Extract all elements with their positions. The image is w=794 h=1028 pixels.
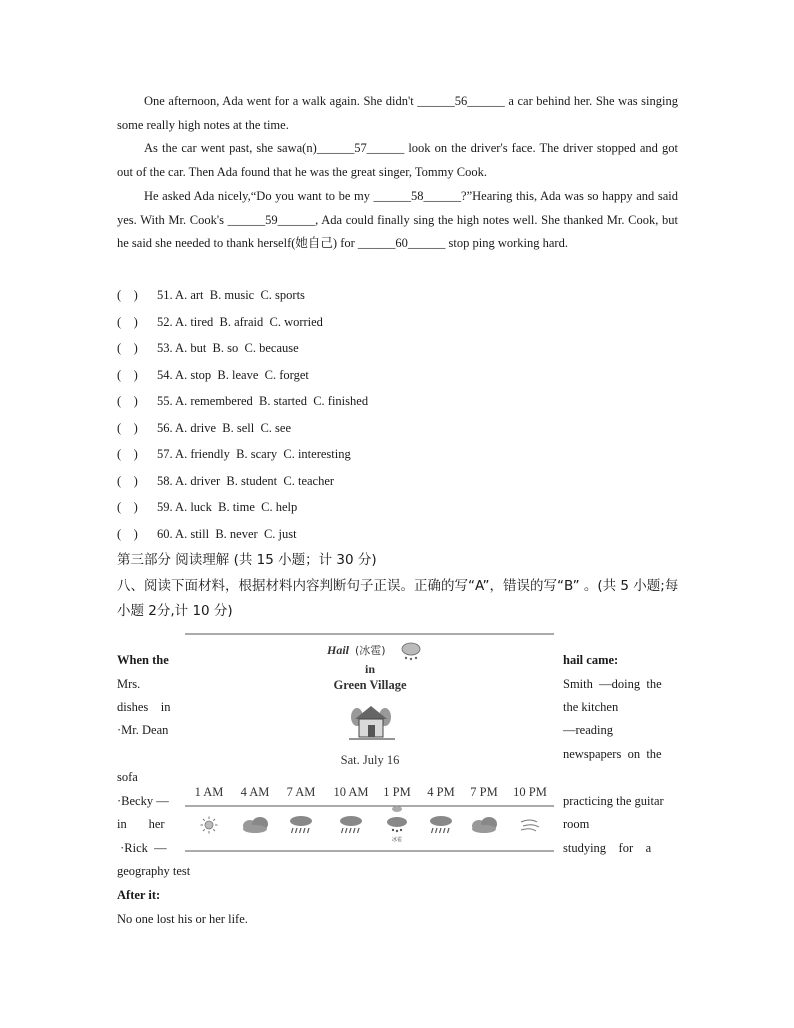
option-59: ( ) 59. A. luck B. time C. help <box>117 494 678 521</box>
wrap-right-line-6: practicing the guitar <box>563 794 664 808</box>
rain-cloud-icon <box>430 816 452 833</box>
answer-blank[interactable]: ( ) <box>117 394 138 408</box>
wrap-right-line-8: studying for a <box>563 841 652 855</box>
hail-weather-figure <box>185 633 555 853</box>
time-label: 4 AM <box>240 785 270 799</box>
wrap-right-line-5: newspapers on the <box>563 747 662 761</box>
wrap-left-line-6: ·Becky — <box>117 794 169 808</box>
answer-blank[interactable]: ( ) <box>117 341 138 355</box>
hail-icon-label: 冰雹 <box>391 837 403 843</box>
option-60: ( ) 60. A. still B. never C. just <box>117 521 678 548</box>
time-label: 7 AM <box>286 785 316 799</box>
after-heading: After it: <box>117 888 161 902</box>
option-57: ( ) 57. A. friendly B. scary C. interesting <box>117 441 678 468</box>
part-three-heading: 第三部分 阅读理解 (共 15 小题；计 30 分) <box>117 552 377 568</box>
wrap-left-line-7: in her <box>117 817 165 831</box>
hail-cloud-icon <box>402 643 420 660</box>
figure-village: Green Village <box>333 678 407 692</box>
time-label: 10 PM <box>513 785 547 799</box>
after-section <box>117 883 248 931</box>
option-55: ( ) 55. A. remembered B. started C. finished <box>117 388 678 415</box>
passage-paragraph-2: As the car went past, she sawa(n)______57______ look on the driver's face. The driver stopped and got out of the car. Then Ada found that he was the great singer, Tommy Cook. <box>117 141 678 180</box>
cloud-icon <box>472 817 497 833</box>
hail-top-marker-icon <box>392 806 402 812</box>
wrap-right-line-2: Smith —doing the <box>563 677 662 691</box>
cloze-passage <box>117 90 678 256</box>
wrap-right-line-1: hail came: <box>563 653 619 667</box>
wrap-right-line-4: —reading <box>563 723 613 737</box>
rain-cloud-icon <box>340 816 362 833</box>
answer-options-list <box>117 282 678 547</box>
part-eight-instructions: 八、阅读下面材料，根据材料内容判断句子正误。正确的写“A”，错误的写“B” 。(共 5 小题;每小题 2分,计 10 分) <box>117 578 679 619</box>
figure-title-cn: (冰雹) <box>355 644 386 657</box>
sun-icon <box>201 817 218 834</box>
figure-date: Sat. July 16 <box>340 753 400 767</box>
answer-blank[interactable]: ( ) <box>117 473 138 488</box>
wrap-left-line-3: dishes in <box>117 700 171 714</box>
time-label: 1 PM <box>383 785 411 799</box>
answer-blank[interactable]: ( ) <box>117 288 138 302</box>
wrap-left-line-8: ·Rick — <box>117 841 167 855</box>
wrap-left-line-2: Mrs. <box>117 677 141 691</box>
wrap-right-line-3: the kitchen <box>563 700 619 714</box>
wrap-right-line-7: room <box>563 817 590 831</box>
wrap-left-line-5: sofa <box>117 770 138 784</box>
time-label: 10 AM <box>333 785 369 799</box>
answer-blank[interactable]: ( ) <box>117 500 138 514</box>
option-52: ( ) 52. A. tired B. afraid C. worried <box>117 309 678 336</box>
wrap-left-line-9: geography test <box>117 864 191 878</box>
option-53: ( ) 53. A. but B. so C. because <box>117 335 678 362</box>
answer-blank[interactable]: ( ) <box>117 447 138 461</box>
after-line-1: No one lost his or her life. <box>117 912 248 926</box>
hail-cloud-icon <box>387 806 407 843</box>
time-label: 1 AM <box>194 785 224 799</box>
time-label: 4 PM <box>427 785 455 799</box>
wind-icon <box>521 820 539 831</box>
option-58: ( ) 58. A. driver B. student C. teacher <box>117 468 678 495</box>
figure-line-in: in <box>364 662 376 676</box>
answer-blank[interactable]: ( ) <box>117 314 138 329</box>
passage-paragraph-3: He asked Ada nicely,“Do you want to be my ______58______?”Hearing this, Ada was so happy and said yes. With Mr. Cook's ______59______, Ada could finally sing the high notes well. She thanked Mr. Cook, but he said she needed to thank herself(她自己) for ______60______ stop ping working hard. <box>117 188 678 251</box>
option-54: ( ) 54. A. stop B. leave C. forget <box>117 362 678 389</box>
wrap-left-line-1: When the <box>117 653 169 667</box>
option-56: ( ) 56. A. drive B. sell C. see <box>117 415 678 442</box>
option-51: ( ) 51. A. art B. music C. sports <box>117 282 678 309</box>
time-label: 7 PM <box>470 785 498 799</box>
answer-blank[interactable]: ( ) <box>117 420 138 435</box>
rain-cloud-icon <box>290 816 312 833</box>
answer-blank[interactable]: ( ) <box>117 526 138 541</box>
figure-title-en: Hail <box>327 643 350 657</box>
passage-paragraph-1: One afternoon, Ada went for a walk again. She didn't ______56______ a car behind her. She was singing some really high notes at the time. <box>117 94 678 132</box>
wrap-left-line-4: ·Mr. Dean <box>117 723 169 737</box>
answer-blank[interactable]: ( ) <box>117 367 138 382</box>
house-icon <box>349 706 395 739</box>
cloud-icon <box>243 817 268 833</box>
